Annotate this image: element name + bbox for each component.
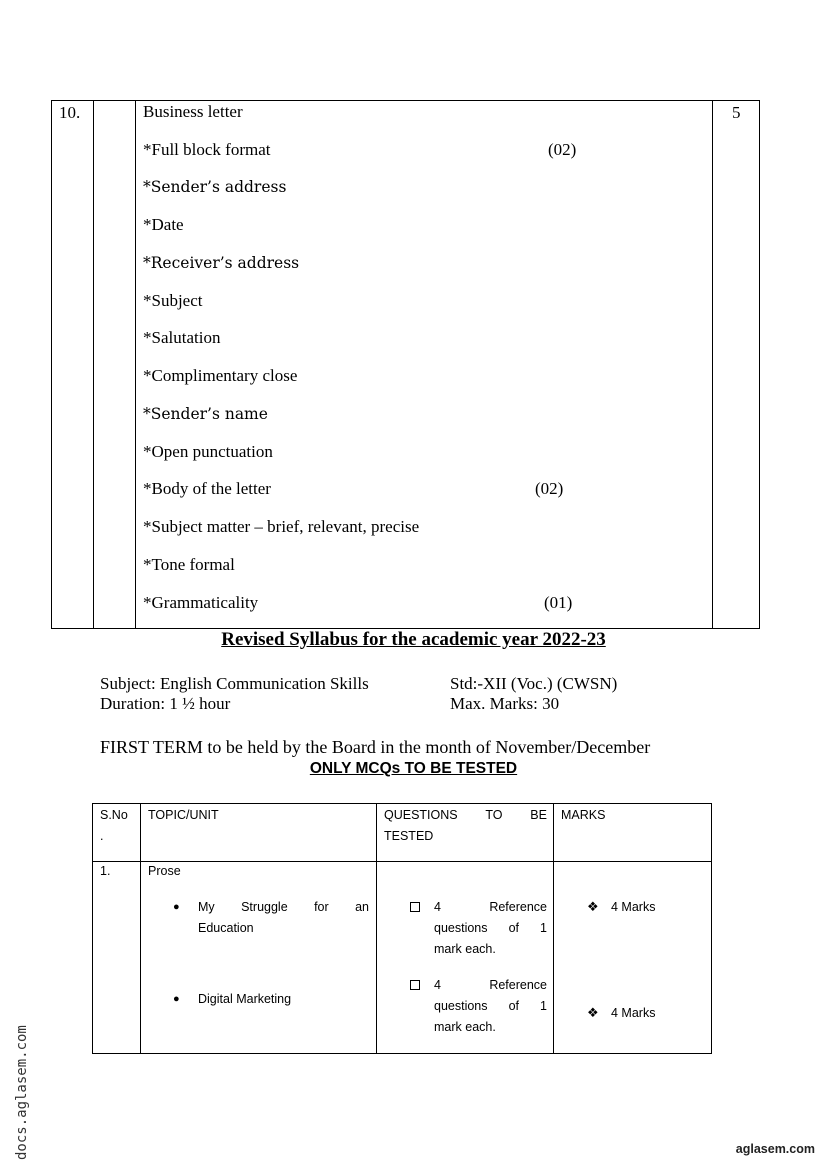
- question-item-line: mark each.: [434, 1020, 496, 1034]
- word: 1: [540, 999, 547, 1013]
- marks-item: 4 Marks: [611, 1006, 656, 1020]
- scheme-line: [143, 176, 713, 198]
- scheme-line-text: *Subject: [143, 291, 203, 310]
- letter-marking-table: [51, 100, 760, 629]
- header-sno-line: S.No: [100, 808, 128, 822]
- word: QUESTIONS: [384, 808, 458, 822]
- scheme-line-text: *Date: [143, 215, 184, 234]
- checkbox-icon: [410, 902, 420, 912]
- scheme-line: [143, 403, 713, 425]
- word: Reference: [489, 900, 547, 914]
- checkbox-icon: [410, 980, 420, 990]
- header-marks: MARKS: [561, 808, 606, 822]
- scheme-line: [143, 139, 713, 161]
- word: Reference: [489, 978, 547, 992]
- diamond-bullet-icon: ❖: [587, 1005, 599, 1020]
- word: 4: [434, 978, 441, 992]
- header-questions: [384, 805, 547, 847]
- question-item-line: [434, 918, 547, 939]
- scheme-line-text: *Salutation: [143, 328, 221, 347]
- scheme-line: [143, 365, 713, 387]
- scheme-line: [143, 214, 713, 236]
- word: 1: [540, 921, 547, 935]
- scheme-line: [143, 478, 713, 500]
- duration-info: Duration: 1 ½ hour: [100, 694, 231, 713]
- word: 4: [434, 900, 441, 914]
- scheme-line-text: *Body of the letter: [143, 479, 271, 498]
- word: My: [198, 900, 215, 914]
- question-item-line: [434, 975, 547, 996]
- scheme-line-text: Business letter: [143, 102, 243, 121]
- scheme-line: [143, 101, 713, 123]
- bullet-icon: ●: [173, 993, 180, 1005]
- topic-item: Digital Marketing: [198, 992, 292, 1006]
- word: an: [355, 900, 369, 914]
- column-divider: [553, 804, 554, 1053]
- syllabus-title: Revised Syllabus for the academic year 2022-23: [221, 629, 606, 650]
- header-divider: [93, 861, 711, 862]
- scheme-line-text: *Sender’s name: [143, 405, 268, 423]
- word: for: [314, 900, 329, 914]
- scheme-line: [143, 516, 713, 538]
- scheme-line: [143, 327, 713, 349]
- row-sno: 1.: [100, 864, 111, 878]
- term-note: FIRST TERM to be held by the Board in the month of November/December: [100, 737, 651, 757]
- header-questions-line: TESTED: [384, 829, 434, 843]
- column-divider: [376, 804, 377, 1053]
- scheme-line-text: *Receiver’s address: [143, 254, 300, 272]
- side-watermark: docs.aglasem.com: [14, 1025, 30, 1160]
- diamond-bullet-icon: ❖: [587, 899, 599, 914]
- scheme-line-points: (02): [548, 140, 577, 159]
- topic-item-line: Education: [198, 921, 254, 935]
- max-marks-info: Max. Marks: 30: [450, 694, 560, 713]
- word: TO: [485, 808, 503, 822]
- column-divider: [93, 101, 94, 628]
- scheme-line: [143, 441, 713, 463]
- word: of: [508, 999, 519, 1013]
- scheme-line-text: *Tone formal: [143, 555, 235, 574]
- header-sno-line: .: [100, 829, 104, 843]
- scheme-line-points: (02): [535, 479, 564, 498]
- word: BE: [530, 808, 547, 822]
- scheme-line: [143, 554, 713, 576]
- scheme-line-text: *Open punctuation: [143, 442, 273, 461]
- scheme-line-text: *Complimentary close: [143, 366, 298, 385]
- scheme-line: [143, 290, 713, 312]
- word: questions: [434, 999, 488, 1013]
- word: Struggle: [241, 900, 288, 914]
- topic-item: [198, 897, 369, 939]
- mcq-note: ONLY MCQs TO BE TESTED: [309, 760, 518, 777]
- mcq-syllabus-table: [92, 803, 712, 1054]
- header-questions-line: [384, 805, 547, 826]
- word: of: [508, 921, 519, 935]
- question-item: [434, 897, 547, 960]
- bullet-icon: ●: [173, 901, 180, 913]
- column-divider: [135, 101, 136, 628]
- corner-watermark: aglasem.com: [735, 1142, 815, 1156]
- row-unit: Prose: [148, 864, 181, 878]
- question-item-line: [434, 897, 547, 918]
- topic-item-line: [198, 897, 369, 918]
- scheme-line-text: *Grammaticality: [143, 593, 259, 612]
- question-item: [434, 975, 547, 1038]
- scheme-line-text: *Subject matter – brief, relevant, precise: [143, 517, 420, 536]
- subject-info: Subject: English Communication Skills: [100, 674, 369, 693]
- question-item-line: [434, 996, 547, 1017]
- question-item-line: mark each.: [434, 942, 496, 956]
- header-sno: [100, 805, 128, 847]
- column-divider: [140, 804, 141, 1053]
- question-marks: 5: [732, 103, 741, 122]
- scheme-line: [143, 252, 713, 274]
- scheme-line-text: *Full block format: [143, 140, 271, 159]
- question-number: 10.: [59, 103, 81, 122]
- scheme-line-points: (01): [544, 593, 573, 612]
- word: questions: [434, 921, 488, 935]
- header-topic: TOPIC/UNIT: [148, 808, 219, 822]
- scheme-line-text: *Sender’s address: [143, 178, 287, 196]
- std-info: Std:-XII (Voc.) (CWSN): [450, 674, 618, 693]
- marks-item: 4 Marks: [611, 900, 656, 914]
- scheme-line: [143, 592, 713, 614]
